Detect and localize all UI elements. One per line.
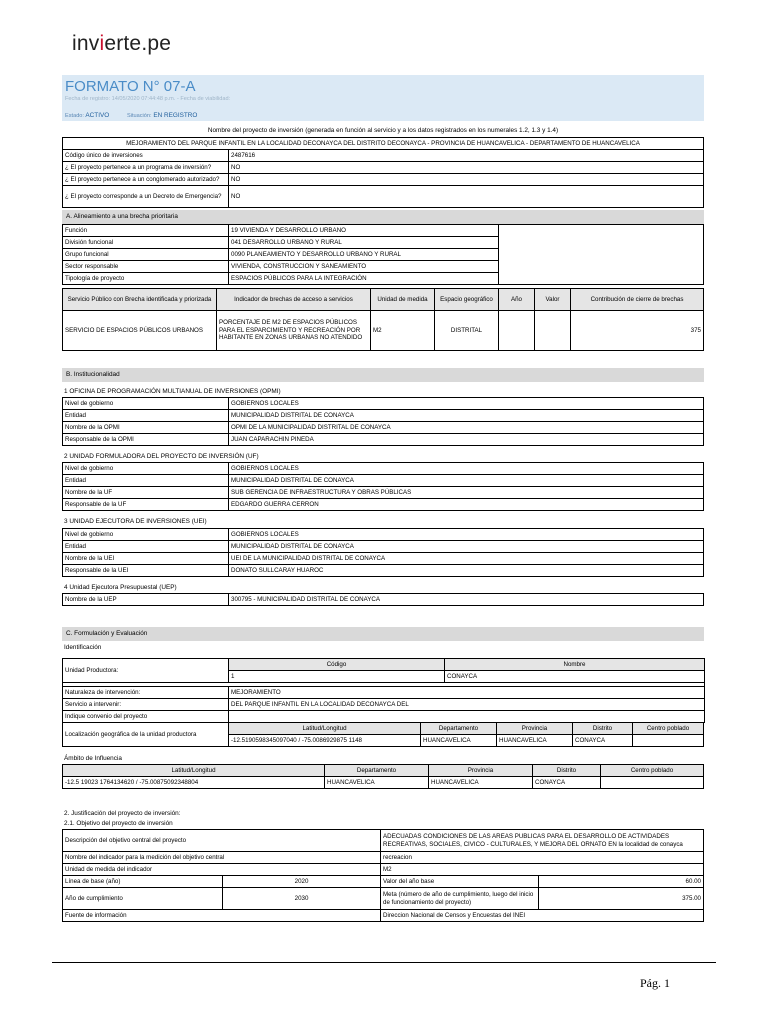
localizacion-table: Localización geográfica de la unidad productora Latitud/Longitud Departamento Provincia Distrito Centro poblado -12.5190598345097040 / -75.0086929875 1148 HUANCAVELICA HUANCAVELICA CONAYCA bbox=[62, 722, 704, 747]
estado-value: ACTIVO bbox=[85, 112, 110, 119]
section-a-header: A. Alineamiento a una brecha prioritaria bbox=[62, 210, 704, 224]
brecha-table: Servicio Público con Brecha identificada y priorizada Indicador de brechas de acceso a servicios Unidad de medida Espacio geográfico Año Valor Contribución de cierre de brechas SERVICIO DE ESPACIOS PÚBLICOS URBANOS PORCENTAJE DE M2 DE ESPACIOS PÚBLICOS PARA EL ESPARCIMIENTO Y RECREACIÓN POR HABITANTE EN ZONAS URBANAS NO ATENDIDO M2 DISTRITAL 375 bbox=[62, 288, 704, 351]
section-b-header: B. Institucionalidad bbox=[62, 368, 704, 382]
section-c-header: C. Formulación y Evaluación bbox=[62, 627, 704, 641]
unidad-productora-label: Unidad Productora: bbox=[63, 659, 229, 683]
uei-table: Nivel de gobierno GOBIERNOS LOCALES Entidad MUNICIPALIDAD DISTRITAL DE CONAYCA Nombre de la UEI UEI DE LA MUNICIPALIDAD DISTRITAL DE CONAYCA Responsable de la UEI DONATO SULLCARAY HUAROC bbox=[62, 528, 704, 577]
objetivo-descripcion: ADECUADAS CONDICIONES DE LAS AREAS PUBLICAS PARA EL DESARROLLO DE ACTIVIDADES RECREATIVAS, SOCIALES, CIVICO - CULTURALES, Y MEJORA DEL ORNATO EN la localidad de conayca bbox=[381, 830, 704, 852]
identificacion-table: Unidad Productora: Código Nombre 1 CONAYCA Naturaleza de intervención: MEJORAMIENTO Servicio a intervenir: DEL PARQUE INFANTIL EN LA LOCALIDAD DECONAYCA DEL Indique convenio del proyecto bbox=[62, 658, 705, 723]
project-name-table: MEJORAMIENTO DEL PARQUE INFANTIL EN LA LOCALIDAD DECONAYCA DEL DISTRITO DECONAYCA - PROVINCIA DE HUANCAVELICA - DEPARTAMENTO DE HUANCAVELICA Código único de inversiones 2487616 ¿ El proyecto pertenece a un programa de inversión? NO ¿ El proyecto pertenece a un conglomerado autorizado? NO ¿ El proyecto corresponde a un Decreto de Emergencia? NO bbox=[62, 137, 704, 208]
status-line: Estado: ACTIVO Situación: EN REGISTRO bbox=[65, 112, 198, 119]
ambito-title: Ámbito de Influencia bbox=[64, 755, 122, 762]
identificacion-title: Identificación bbox=[64, 644, 102, 651]
objetivo-title: 2.1. Objetivo del proyecto de inversión bbox=[64, 820, 173, 827]
project-name-caption: Nombre del proyecto de inversión (generada en función al servicio y a los datos registrados en los numerales 1.2, 1.3 y 1.4) bbox=[207, 127, 559, 134]
page-number: Pág. 1 bbox=[640, 976, 670, 990]
format-header bbox=[62, 75, 704, 121]
justificacion-title: 2. Justificación del proyecto de inversión: bbox=[64, 810, 181, 817]
uei-title: 3 UNIDAD EJECUTORA DE INVERSIONES (UEI) bbox=[64, 518, 207, 525]
footer-divider bbox=[52, 962, 716, 963]
format-title: FORMATO N° 07-A bbox=[65, 78, 196, 95]
opmi-title: 1 OFICINA DE PROGRAMACIÓN MULTIANUAL DE INVERSIONES (OPMI) bbox=[64, 388, 281, 395]
uep-table: Nombre de la UEP 300795 - MUNICIPALIDAD DISTRITAL DE CONAYCA bbox=[62, 593, 704, 606]
cui-value: 2487616 bbox=[229, 150, 704, 162]
uf-title: 2 UNIDAD FORMULADORA DEL PROYECTO DE INVERSIÓN (UF) bbox=[64, 453, 259, 460]
project-name: MEJORAMIENTO DEL PARQUE INFANTIL EN LA LOCALIDAD DECONAYCA DEL DISTRITO DECONAYCA - PROVINCIA DE HUANCAVELICA - DEPARTAMENTO DE HUANCAVELICA bbox=[63, 138, 704, 150]
brecha-row: SERVICIO DE ESPACIOS PÚBLICOS URBANOS PORCENTAJE DE M2 DE ESPACIOS PÚBLICOS PARA EL ESPARCIMIENTO Y RECREACIÓN POR HABITANTE EN ZONAS URBANAS NO ATENDIDO M2 DISTRITAL 375 bbox=[63, 311, 704, 351]
invierte-logo: invierte.pe bbox=[72, 32, 172, 55]
ambito-table: Latitud/Longitud Departamento Provincia Distrito Centro poblado -12.5 19023 1764134620 / -75.00875092348804 HUANCAVELICA HUANCAVELICA CONAYCA bbox=[62, 764, 704, 789]
registration-date: Fecha de registro: 14/05/2020 07:44:48 p.m. - Fecha de viabilidad: bbox=[65, 96, 231, 102]
uep-title: 4 Unidad Ejecutora Presupuestal (UEP) bbox=[64, 584, 177, 591]
objetivo-table: Descripción del objetivo central del proyecto ADECUADAS CONDICIONES DE LAS AREAS PUBLICAS PARA EL DESARROLLO DE ACTIVIDADES RECREATIVAS, SOCIALES, CIVICO - CULTURALES, Y MEJORA DEL ORNATO EN la localidad de conayca Nombre del indicador para la medición del objetivo central recreacion Unidad de medida del indicador M2 Línea de base (año) 2020 Valor del año base 60.00 Año de cumplimiento 2030 Meta (número de año de cumplimiento, luego del inicio de funcionamiento del proyecto) 375.00 Fuente de información Direccion Nacional de Censos y Encuestas del INEI bbox=[62, 829, 704, 922]
uf-table: Nivel de gobierno GOBIERNOS LOCALES Entidad MUNICIPALIDAD DISTRITAL DE CONAYCA Nombre de la UF SUB GERENCIA DE INFRAESTRUCTURA Y OBRAS PÚBLICAS Responsable de la UF EDGARDO GUERRA CERRON bbox=[62, 462, 704, 511]
situacion-value: EN REGISTRO bbox=[153, 112, 198, 119]
opmi-table: Nivel de gobierno GOBIERNOS LOCALES Entidad MUNICIPALIDAD DISTRITAL DE CONAYCA Nombre de la OPMI OPMI DE LA MUNICIPALIDAD DISTRITAL DE CONAYCA Responsable de la OPMI JUAN CAPARACHIN PINEDA bbox=[62, 397, 704, 446]
alineamiento-table: Función 19 VIVIENDA Y DESARROLLO URBANO División funcional 041 DESARROLLO URBANO Y RURAL Grupo funcional 0090 PLANEAMIENTO Y DESARROLLO URBANO Y RURAL Sector responsable VIVIENDA, CONSTRUCCION Y SANEAMIENTO Tipología de proyecto ESPACIOS PÚBLICOS PARA LA INTEGRACIÓN bbox=[62, 224, 704, 285]
